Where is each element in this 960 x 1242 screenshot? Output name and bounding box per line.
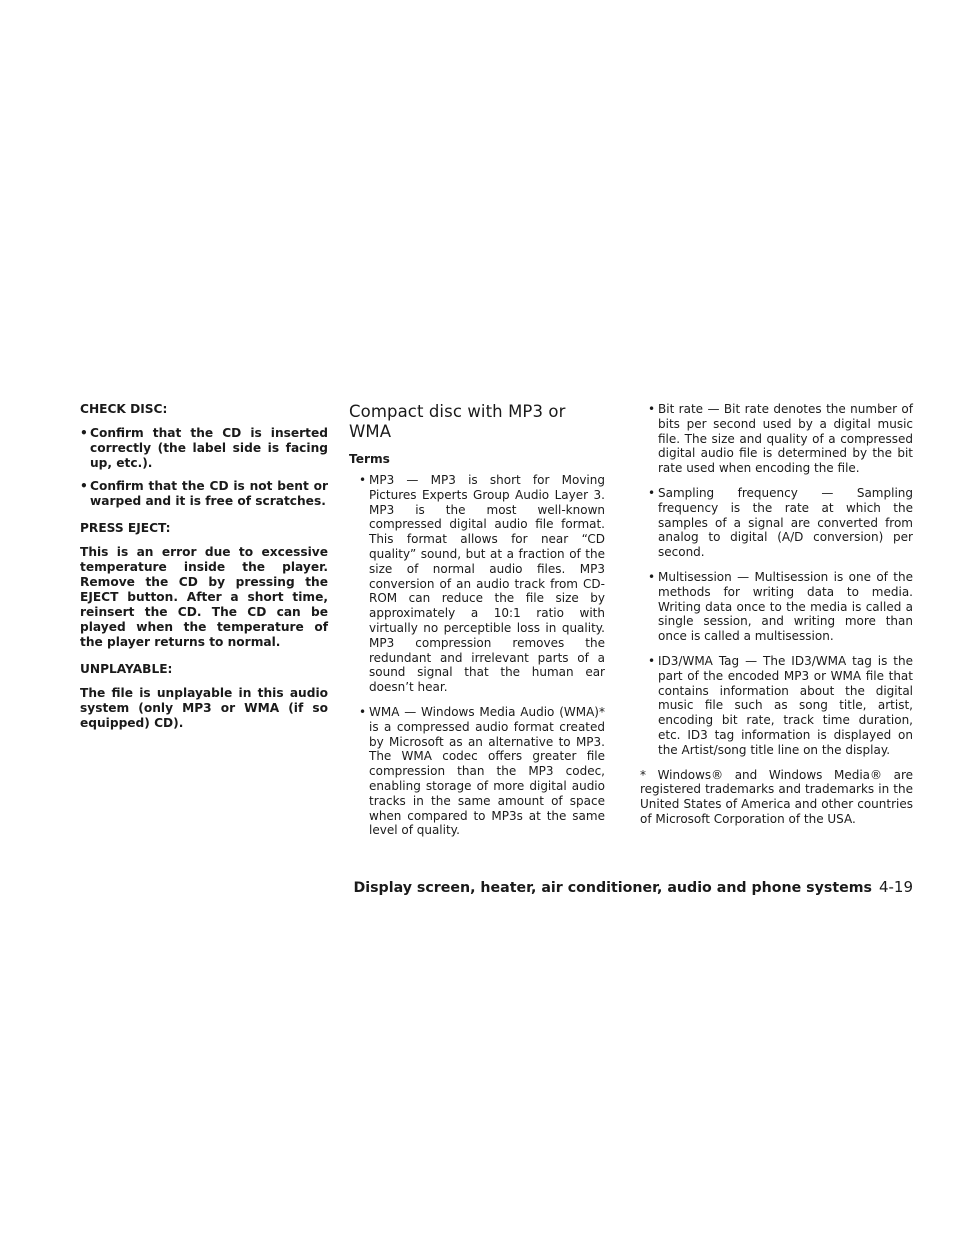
- section-heading: Compact disc with MP3 or WMA: [349, 402, 566, 441]
- bullet-dot: •: [359, 473, 367, 487]
- trademark-note: * Windows® and Windows Media® are registered trademarks and trademarks in the United States of America and other countries of Microsoft Corporation of the USA.: [640, 767, 913, 826]
- term-mp3: • MP3 — MP3 is short for Moving Pictures Experts Group Audio Layer 3. MP3 is the most well-known compressed digital audio file format. This format allows for near “CD quality” sound, but at a fraction of the size of normal audio files. MP3 conversion of an audio track from CD-ROM can reduce the file size by approximately a 10:1 ratio with virtually no perceptible loss in quality. MP3 compression removes the redundant and irrelevant parts of a sound signal that the human ear doesn’t hear.: [359, 473, 605, 695]
- term-sampling-frequency: • Sampling frequency — Sampling frequency is the rate at which the samples of a signal are converted from analog to digital (A/D conversion) per second.: [648, 485, 913, 560]
- bullet-dot: •: [648, 485, 656, 500]
- bullet-dot: •: [359, 704, 367, 719]
- unplayable-text: The file is unplayable in this audio system (only MP3 or WMA (if so equipped) CD).: [80, 686, 328, 730]
- page-number: 4-19: [878, 878, 913, 896]
- terms-label: Terms: [349, 452, 390, 466]
- check-bullet-inserted: • Confirm that the CD is inserted correctly (the label side is facing up, etc.).: [80, 426, 328, 470]
- check-bullet-warped: • Confirm that the CD is not bent or warped and it is free of scratches.: [80, 479, 328, 508]
- term-wma: • WMA — Windows Media Audio (WMA)* is a compressed audio format created by Microsoft as an alternative to MP3. The WMA codec offers greater file compression than the MP3 codec, enabling storage of more digital audio tracks in the same amount of space when compared to MP3s at the same level of quality.: [359, 704, 605, 838]
- bullet-dot: •: [80, 426, 88, 440]
- term-id3-wma-tag: • ID3/WMA Tag — The ID3/WMA tag is the part of the encoded MP3 or WMA file that contains information about the digital music file such as song title, artist, encoding bit rate, track time duration, etc. ID3 tag information is displayed on the Artist/song title line on the display.: [648, 653, 913, 757]
- page-footer: [353, 878, 913, 897]
- bullet-dot: •: [648, 569, 656, 584]
- left-column: [80, 402, 328, 743]
- press-eject-text: This is an error due to excessive temperature inside the player. Remove the CD by pressing the EJECT button. After a short time, reinsert the CD. The CD can be played when the temperature of the player returns to normal.: [80, 545, 328, 649]
- middle-column: [349, 402, 605, 846]
- term-bit-rate: • Bit rate — Bit rate denotes the number of bits per second used by a digital music file. The size and quality of a compressed digital audio file is determined by the bit rate used when encoding the file.: [648, 402, 913, 476]
- unplayable-label: UNPLAYABLE:: [80, 662, 173, 676]
- term-multisession: • Multisession — Multisession is one of the methods for writing data to media. Writing data once to the media is called a single session, and writing more than once is called a multisession.: [648, 569, 913, 644]
- check-disc-label: CHECK DISC:: [80, 402, 168, 416]
- right-column: [640, 402, 913, 827]
- bullet-dot: •: [648, 653, 656, 668]
- footer-section-title: Display screen, heater, air conditioner, audio and phone systems: [353, 880, 872, 896]
- bullet-dot: •: [648, 402, 656, 416]
- press-eject-label: PRESS EJECT:: [80, 521, 171, 535]
- bullet-dot: •: [80, 479, 88, 493]
